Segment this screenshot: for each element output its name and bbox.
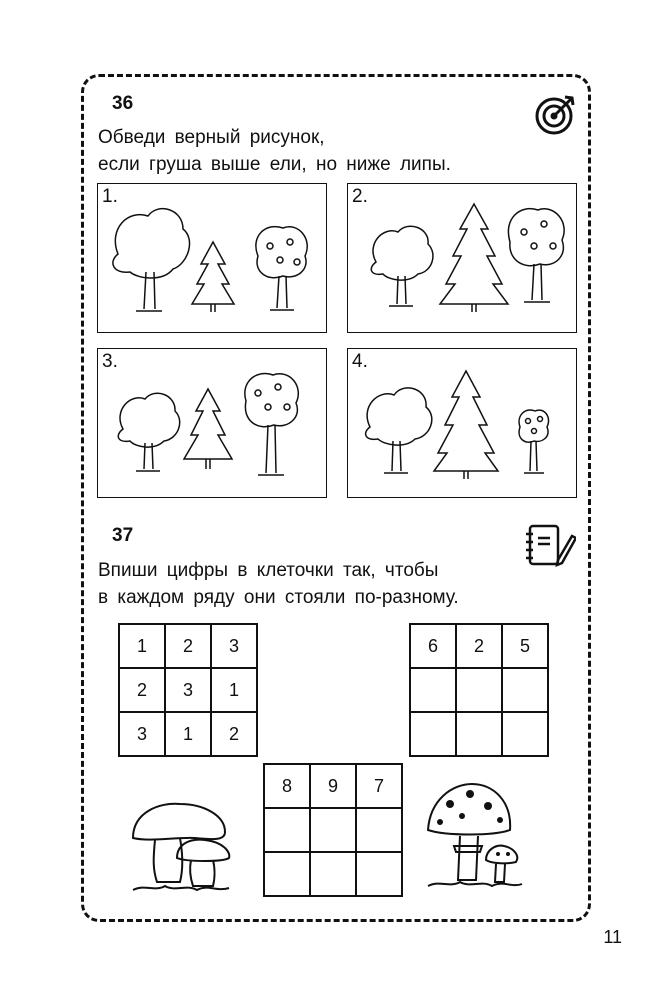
- notebook-pencil-icon: [524, 522, 576, 568]
- grid-2-empty-cell[interactable]: [410, 712, 456, 756]
- target-icon: [534, 94, 576, 136]
- grid-2-empty-cell[interactable]: [410, 668, 456, 712]
- option-panel-4[interactable]: [347, 348, 577, 498]
- grid-3-empty-cell[interactable]: [310, 852, 356, 896]
- trees-drawing-3: [98, 349, 328, 499]
- grid-3-cell: 9: [310, 764, 356, 808]
- grid-1-cell: 2: [165, 624, 211, 668]
- grid-3-empty-cell[interactable]: [356, 808, 402, 852]
- option-panel-2[interactable]: [347, 183, 577, 333]
- grid-2-cell: 5: [502, 624, 548, 668]
- number-grid-2: [409, 623, 549, 757]
- grid-2-cell: 2: [456, 624, 502, 668]
- number-grid-1: [118, 623, 258, 757]
- task-36-instruction-line-1: Обведи верный рисунок,: [98, 127, 325, 148]
- task-37-instruction-line-1: Впиши цифры в клеточки так, чтобы: [98, 560, 439, 581]
- grid-2-empty-cell[interactable]: [456, 668, 502, 712]
- grid-3-empty-cell[interactable]: [310, 808, 356, 852]
- grid-3-empty-cell[interactable]: [264, 808, 310, 852]
- task-36-number: 36: [112, 93, 134, 114]
- trees-drawing-4: [348, 349, 578, 499]
- mushrooms-illustration: [125, 800, 237, 895]
- task-36-instruction-line-2: если груша выше ели, но ниже липы.: [98, 154, 451, 175]
- option-label-2: 2.: [352, 186, 368, 207]
- grid-1-cell: 3: [119, 712, 165, 756]
- task-37-number: 37: [112, 525, 134, 546]
- grid-1-cell: 1: [119, 624, 165, 668]
- option-label-3: 3.: [102, 351, 118, 372]
- number-grid-3: [263, 763, 403, 897]
- grid-3-empty-cell[interactable]: [264, 852, 310, 896]
- grid-3-cell: 8: [264, 764, 310, 808]
- option-label-4: 4.: [352, 351, 368, 372]
- page-number: 11: [603, 927, 622, 947]
- grid-1-cell: 2: [119, 668, 165, 712]
- grid-1-cell: 3: [211, 624, 257, 668]
- grid-2-empty-cell[interactable]: [502, 712, 548, 756]
- option-panel-1[interactable]: [97, 183, 327, 333]
- trees-drawing-2: [348, 184, 578, 334]
- grid-1-cell: 2: [211, 712, 257, 756]
- grid-2-empty-cell[interactable]: [502, 668, 548, 712]
- grid-3-empty-cell[interactable]: [356, 852, 402, 896]
- grid-3-cell: 7: [356, 764, 402, 808]
- grid-2-empty-cell[interactable]: [456, 712, 502, 756]
- option-label-1: 1.: [102, 186, 118, 207]
- option-panel-3[interactable]: [97, 348, 327, 498]
- grid-1-cell: 1: [165, 712, 211, 756]
- trees-drawing-1: [98, 184, 328, 334]
- grid-1-cell: 3: [165, 668, 211, 712]
- toadstools-illustration: [424, 780, 524, 895]
- grid-2-cell: 6: [410, 624, 456, 668]
- task-37-instruction-line-2: в каждом ряду они стояли по-разному.: [98, 587, 459, 608]
- grid-1-cell: 1: [211, 668, 257, 712]
